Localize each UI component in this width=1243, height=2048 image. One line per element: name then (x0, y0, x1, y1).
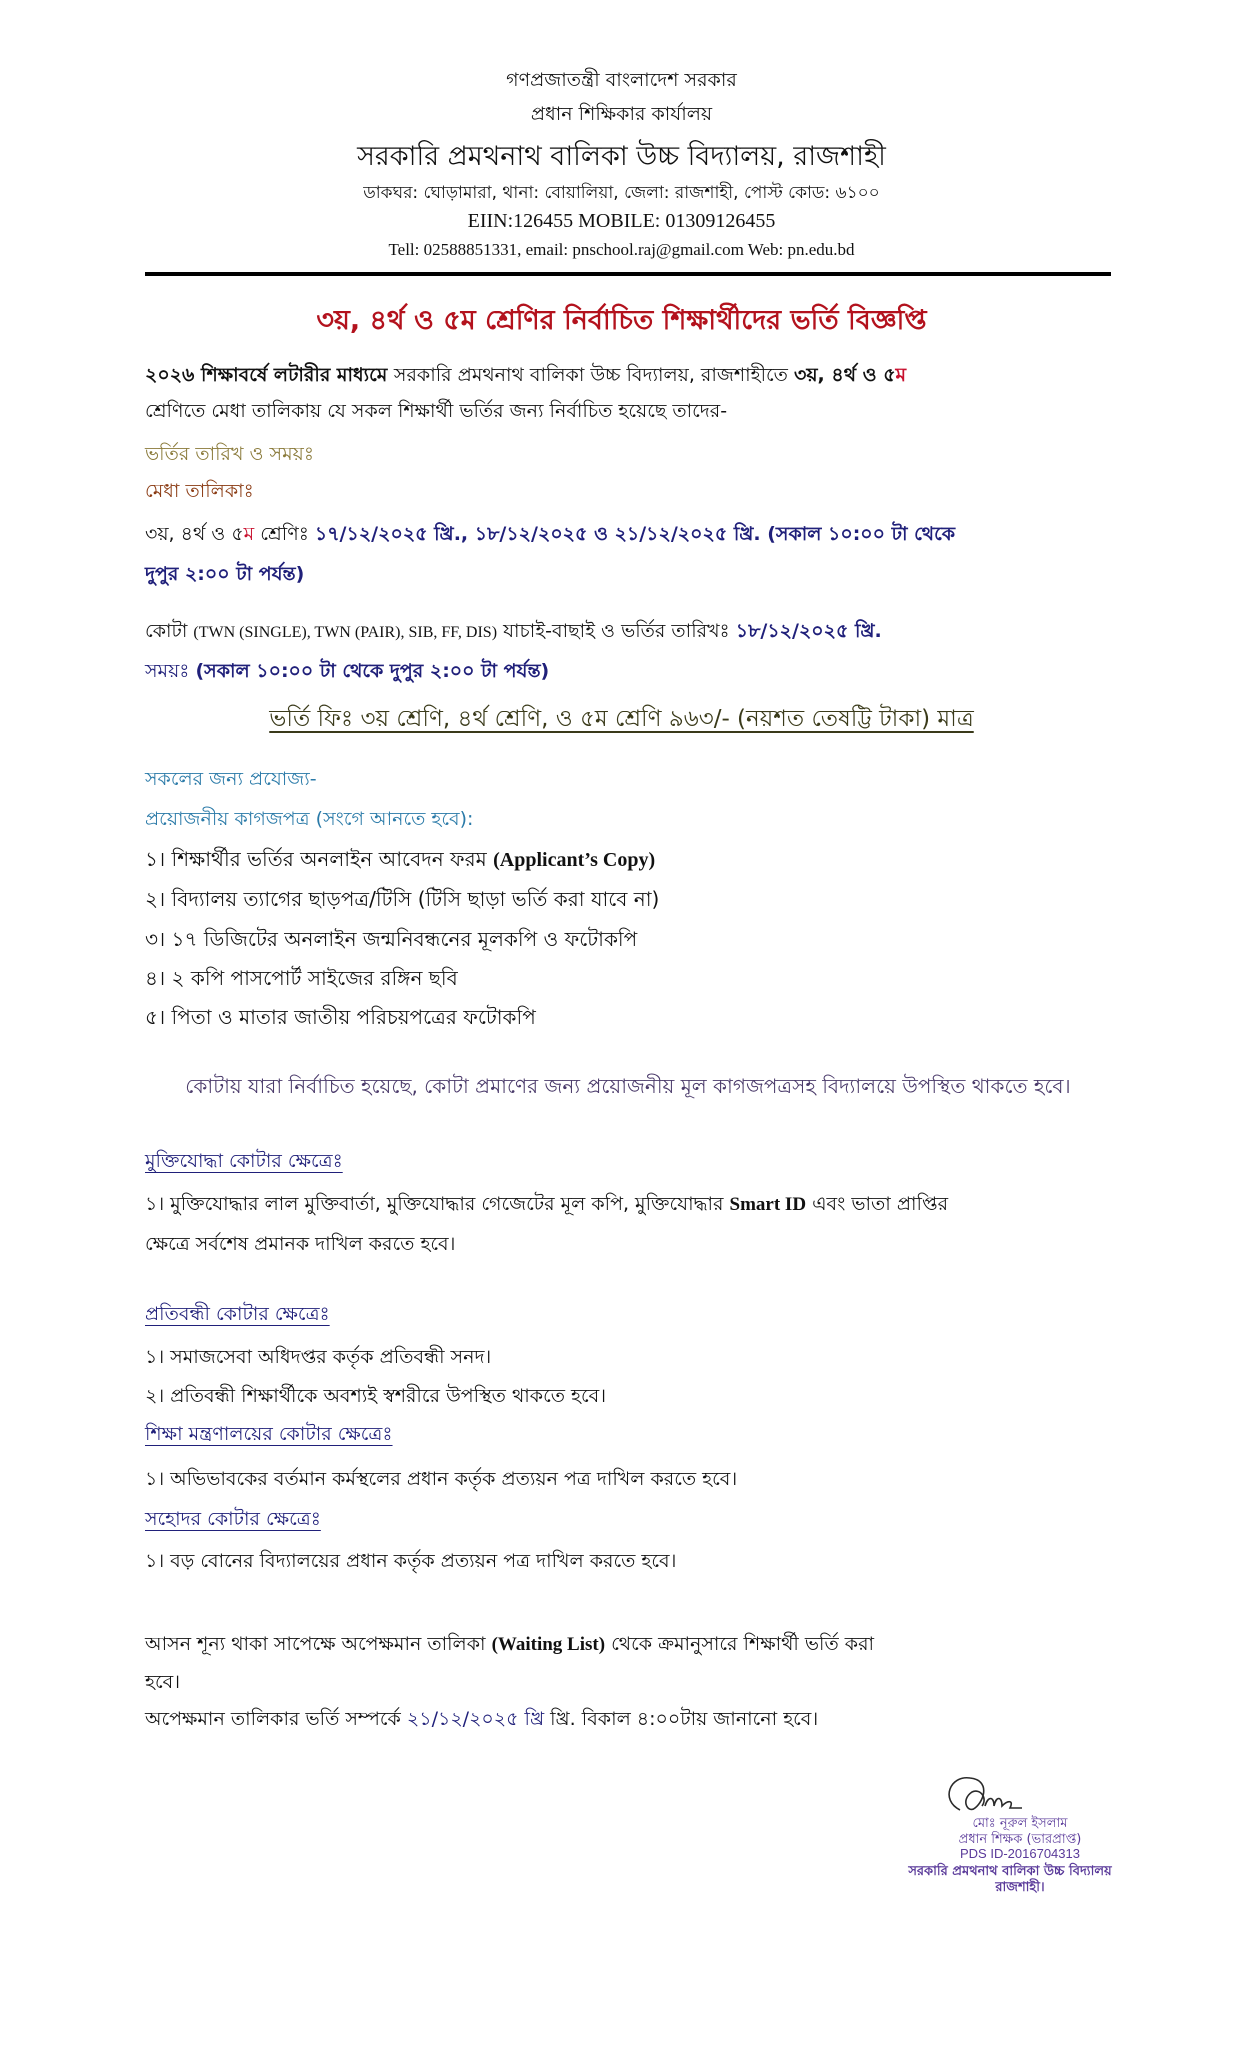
disability-item: ২। প্রতিবন্ধী শিক্ষার্থীকে অবশ্যই স্বশরীরে উপস্থিত থাকতে হবে। (145, 1385, 606, 1407)
admission-fee: ভর্তি ফিঃ ৩য় শ্রেণি, ৪র্থ শ্রেণি, ও ৫ম শ্রেণি ৯৬৩/- (নয়শত তেষট্টি টাকা) মাত্র (269, 706, 974, 732)
intro-text-b: সরকারি প্রমথনাথ বালিকা উচ্চ বিদ্যালয়, রাজশাহীতে (393, 364, 794, 386)
waiting-list-line-3: অপেক্ষমান তালিকার ভর্তি সম্পর্কে ২১/১২/২০২৫ খ্রি খ্রি. বিকাল ৪:০০টায় জানানো হবে। (145, 1708, 819, 1730)
office-name: প্রধান শিক্ষিকার কার্যালয় (530, 103, 713, 125)
signatory-school: সরকারি প্রমথনাথ বালিকা উচ্চ বিদ্যালয় (908, 1864, 1112, 1879)
document-item: ৩। ১৭ ডিজিটের অনলাইন জন্মনিবন্ধনের মূলকপি ও ফটোকপি (145, 927, 638, 951)
intro-classes-suffix: ম (895, 364, 907, 386)
notice-title: ৩য়, ৪র্থ ও ৫ম শ্রেণির নির্বাচিত শিক্ষার্থীদের ভর্তি বিজ্ঞপ্তি (316, 305, 927, 336)
contact-info: Tell: 02588851331, email: pnschool.raj@gmail.com Web: pn.edu.bd (388, 240, 855, 259)
freedom-fighter-item-cont: ক্ষেত্রে সর্বশেষ প্রমানক দাখিল করতে হবে। (145, 1233, 456, 1255)
quota-verify-label: যাচাই-বাছাই ও ভর্তির তারিখঃ (497, 620, 736, 642)
eiin-mobile: EIIN:126455 MOBILE: 01309126455 (467, 210, 776, 232)
applicable-all-label: সকলের জন্য প্রযোজ্য- (145, 768, 317, 790)
quota-time-label: সময়ঃ (145, 660, 196, 682)
quota-time (145, 657, 1111, 689)
school-name: সরকারি প্রমথনাথ বালিকা উচ্চ বিদ্যালয়, রাজশাহী (357, 141, 886, 172)
intro-text-a: শিক্ষাবর্ষে লটারীর মাধ্যমে (194, 364, 394, 386)
sibling-item: ১। বড় বোনের বিদ্যালয়ের প্রধান কর্তৃক প্রত্যয়ন পত্র দাখিল করতে হবে। (145, 1550, 677, 1572)
government-name: গণপ্রজাতন্ত্রী বাংলাদেশ সরকার (506, 69, 737, 91)
waiting-list-line-2: হবে। (145, 1671, 180, 1693)
signatory-city: রাজশাহী। (995, 1880, 1045, 1895)
quota-label: কোটা (145, 620, 194, 642)
waiting-list-line-1: আসন শূন্য থাকা সাপেক্ষে অপেক্ষমান তালিকা (Waiting List) থেকে ক্রমানুসারে শিক্ষার্থী ভর্তি করা (145, 1633, 875, 1655)
document-item: ১। শিক্ষার্থীর ভর্তির অনলাইন আবেদন ফরম (Applicant’s Copy) (145, 847, 656, 871)
quota-note: কোটায় যারা নির্বাচিত হয়েছে, কোটা প্রমাণের জন্য প্রয়োজনীয় মূল কাগজপত্রসহ বিদ্যালয়ে উপস্থিত থাকতে হবে। (185, 1074, 1071, 1098)
quota-schedule (145, 617, 1111, 649)
signature-icon (930, 1770, 1040, 1816)
quota-time-value: (সকাল ১০:০০ টা থেকে দুপুর ২:০০ টা পর্যন্ত) (195, 660, 550, 682)
document-item: ৪। ২ কপি পাসপোর্ট সাইজের রঙ্গিন ছবি (145, 966, 458, 990)
school-address: ডাকঘর: ঘোড়ামারা, থানা: বোয়ালিয়া, জেলা: রাজশাহী, পোস্ট কোড: ৬১০০ (363, 183, 880, 203)
merit-classes-suffix: ম (243, 523, 255, 545)
intro-line-1 (145, 361, 1111, 393)
academic-year: ২০২৬ (145, 364, 195, 386)
merit-schedule (145, 520, 1111, 552)
disability-item: ১। সমাজসেবা অধিদপ্তর কর্তৃক প্রতিবন্ধী সনদ। (145, 1346, 492, 1368)
merit-time-cont: দুপুর ২:০০ টা পর্যন্ত) (145, 563, 305, 585)
intro-line-2: শ্রেণিতে মেধা তালিকায় যে সকল শিক্ষার্থী ভর্তির জন্য নির্বাচিত হয়েছে তাদের- (145, 400, 728, 422)
freedom-fighter-item: ১। মুক্তিযোদ্ধার লাল মুক্তিবার্তা, মুক্তিযোদ্ধার গেজেটের মূল কপি, মুক্তিযোদ্ধার Smart ID এবং ভাতা প্রাপ্তির (145, 1193, 949, 1215)
ministry-item: ১। অভিভাবকের বর্তমান কর্মস্থলের প্রধান কর্তৃক প্রত্যয়ন পত্র দাখিল করতে হবে। (145, 1468, 738, 1490)
signature-block (900, 1770, 1110, 1900)
document-item: ৫। পিতা ও মাতার জাতীয় পরিচয়পত্রের ফটোকপি (145, 1005, 536, 1029)
intro-classes: ৩য়, ৪র্থ ও ৫ (793, 364, 896, 386)
freedom-fighter-heading: মুক্তিযোদ্ধা কোটার ক্ষেত্রেঃ (145, 1150, 343, 1172)
quota-types: (TWN (SINGLE), TWN (PAIR), SIB, FF, DIS) (193, 624, 498, 641)
header-divider (145, 272, 1111, 276)
sibling-heading: সহোদর কোটার ক্ষেত্রেঃ (145, 1508, 321, 1530)
admission-date-label: ভর্তির তারিখ ও সময়ঃ (145, 443, 314, 465)
waiting-date: ২১/১২/২০২৫ খ্রি (406, 1708, 545, 1730)
quota-date: ১৮/১২/২০২৫ খ্রি. (735, 620, 882, 642)
signatory-pds-id: PDS ID-2016704313 (960, 1846, 1080, 1861)
merit-classes-label: শ্রেণিঃ (254, 523, 315, 545)
document-item: ২। বিদ্যালয় ত্যাগের ছাড়পত্র/টিসি (টিসি ছাড়া ভর্তি করা যাবে না) (145, 887, 660, 911)
documents-label: প্রয়োজনীয় কাগজপত্র (সংগে আনতে হবে): (145, 808, 474, 830)
signatory-designation: প্রধান শিক্ষক (ভারপ্রাপ্ত) (958, 1832, 1082, 1847)
merit-dates: ১৭/১২/২০২৫ খ্রি., ১৮/১২/২০২৫ ও ২১/১২/২০২৫ খ্রি. (সকাল ১০:০০ টা থেকে (314, 523, 956, 545)
signatory-name: মোঃ নূরুল ইসলাম (972, 1816, 1068, 1831)
disability-heading: প্রতিবন্ধী কোটার ক্ষেত্রেঃ (145, 1303, 330, 1325)
merit-list-label: মেধা তালিকাঃ (145, 480, 254, 502)
merit-classes: ৩য়, ৪র্থ ও ৫ (145, 523, 244, 545)
ministry-heading: শিক্ষা মন্ত্রণালয়ের কোটার ক্ষেত্রেঃ (145, 1423, 393, 1445)
